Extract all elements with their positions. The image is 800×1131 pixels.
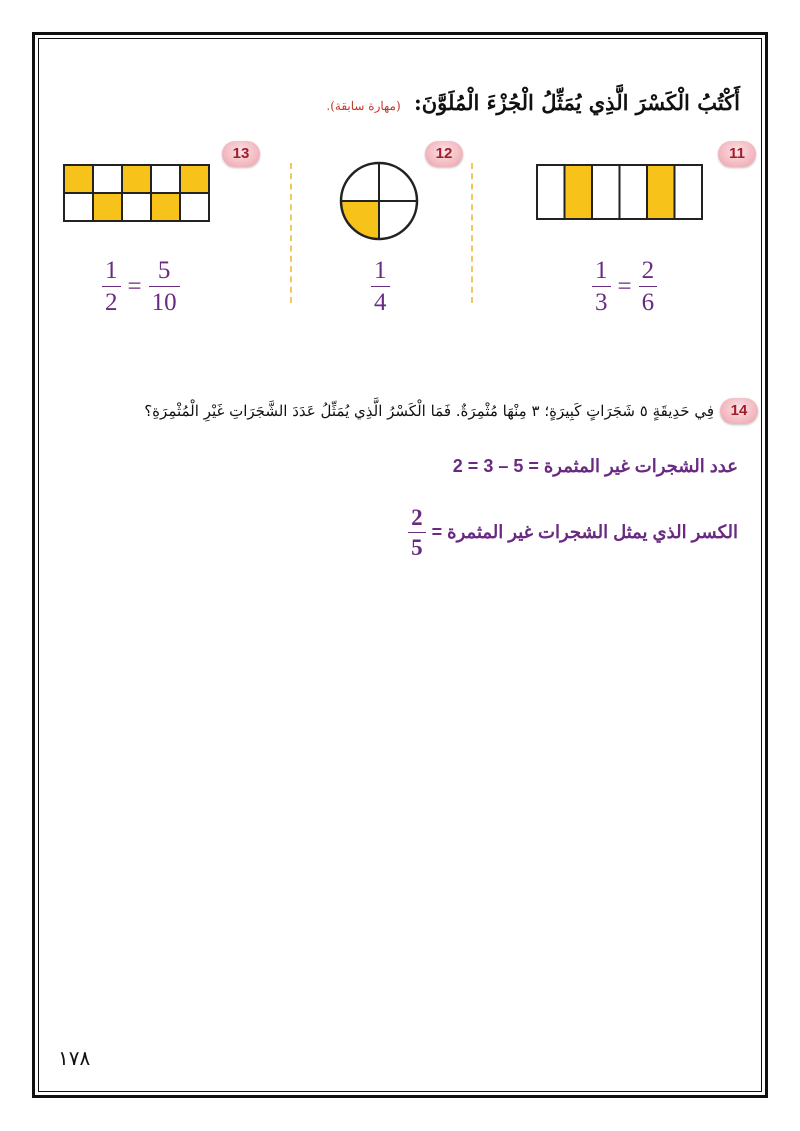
fraction: $\frac{5}{10}$: [149, 258, 180, 315]
fraction-circle-figure: [338, 160, 420, 242]
answer-11: $\frac{1}{3}$ = $\frac{2}{6}$: [592, 258, 657, 315]
exercise-number-badge: 12: [425, 141, 463, 167]
fraction-rectangle-figure: [536, 164, 704, 221]
column-divider: [471, 163, 473, 303]
exercise-number-badge: 13: [222, 141, 260, 167]
answer-fraction: $\frac{2}{5}$: [408, 506, 426, 559]
instruction-note: (مهارة سابقة).: [326, 99, 401, 113]
instruction-text: أَكْتُبُ الْكَسْرَ الَّذِي يُمَثِّلُ الْجُزْءَ الْمُلَوَّنَ:: [413, 90, 740, 115]
page-number: ١٧٨: [58, 1046, 91, 1070]
answer-13: $\frac{1}{2}$ = $\frac{5}{10}$: [102, 258, 180, 315]
fraction: $\frac{1}{2}$: [102, 258, 121, 315]
fraction: $\frac{1}{4}$: [371, 258, 390, 315]
fraction-grid-figure: [63, 164, 211, 222]
column-divider: [290, 163, 292, 303]
answer-12: [371, 258, 390, 315]
question-number-badge: 14: [720, 398, 758, 424]
question-14: [144, 398, 758, 424]
fraction: $\frac{1}{3}$: [592, 258, 611, 315]
answer-line-1: عدد الشجرات غير المثمرة = 5 – 3 = 2: [452, 456, 738, 476]
question-14-text: فِي حَدِيقَةٍ ٥ شَجَرَاتٍ كَبِيرَةٍ؛ ٣ مِنْهَا مُثْمِرَةٌ. فَمَا الْكَسْرُ الَّذِي يُمَثِّلُ عَدَدَ الشَّجَرَاتِ غَيْرِ الْمُثْمِرَةِ؟: [144, 402, 714, 420]
exercise-number-badge: 11: [718, 141, 756, 167]
answer-line-2: الكسر الذي يمثل الشجرات غير المثمرة = $\frac{2}{5}$: [408, 506, 738, 559]
instruction-heading: [326, 90, 740, 115]
fraction: $\frac{2}{6}$: [639, 258, 658, 315]
